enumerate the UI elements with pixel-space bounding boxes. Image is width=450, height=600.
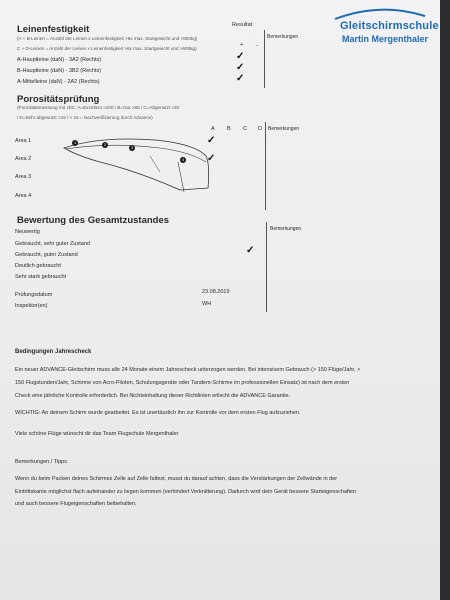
tipps-title: Bemerkungen / Tipps xyxy=(15,459,67,465)
leinen-resultat-label: Resultat xyxy=(232,22,253,28)
leinen-bemerkungen-label: Bemerkungen xyxy=(267,34,299,40)
leinen-note-1: (A + B-Leinen = Anzahl der Leinen x Leinenfestigkeit >8x max. Startgewicht und >800kg) xyxy=(17,36,198,41)
poro-col-b: B xyxy=(227,126,231,132)
checkmark-icon: ✓ xyxy=(236,62,245,73)
bewertung-row-label: Gebraucht, guter Zustand xyxy=(15,252,78,258)
logo-title: Gleitschirmschule xyxy=(340,20,439,32)
leinen-row-label: A-Mittelleine (daN) - 2A2 (Rechts) xyxy=(17,79,100,85)
poro-col-a: A xyxy=(211,126,215,132)
poro-area-label: Area 1 xyxy=(15,138,32,144)
checkmark-icon: ✓ xyxy=(236,73,245,84)
poro-area-label: Area 3 xyxy=(15,174,32,180)
logo-subtitle: Martin Mergenthaler xyxy=(342,34,429,44)
bedingungen-paragraph-line: 150 Flugstunden/Jahr, Schirme von Acro-Piloten, Schulungsgeräte oder Tandem-Schirme im professionellen Einsatz) ist nach dem ersten xyxy=(15,380,350,386)
poro-divider xyxy=(265,122,266,210)
poro-col-d: D xyxy=(258,126,262,132)
checkmark-icon: ✓ xyxy=(246,245,255,256)
bewertung-row-label: Sehr stark gebraucht xyxy=(15,274,67,280)
checkmark-icon: ✓ xyxy=(207,135,216,146)
point-label: 2 xyxy=(104,142,107,147)
bedingungen-paragraph-line: Ein neuer ADVANCE-Gleitschirm muss alle 24 Monate einem Jahrescheck unterzogen werden. Bei intensivem Gebrauch (> 150 Flüge/Jahr, > xyxy=(15,367,361,373)
pruefungsdatum-label: Prüfungsdatum xyxy=(15,292,53,298)
poro-note-2: / D=Sehr abgenutzt >15 / < 15 = Nachverifizierung durch Advance) xyxy=(17,115,153,120)
leinen-row-label: B-Hauptleine (daN) - 3B2 (Rechts) xyxy=(17,68,102,74)
tipps-paragraph-line: und auch bessere Flugeigenschaften beibehalten. xyxy=(15,501,137,507)
checkmark-icon: ✓ xyxy=(207,153,216,164)
bedingungen-title: Bedingungen Jahrescheck xyxy=(15,349,92,355)
bewertung-row-label: Gebraucht, sehr guter Zustand xyxy=(15,241,90,247)
inspektor-value: WH xyxy=(202,301,212,307)
point-label: 4 xyxy=(182,157,185,162)
leinen-title: Leinenfestigkeit xyxy=(17,24,90,35)
poro-area-label: Area 2 xyxy=(15,156,32,162)
wing-profile-diagram xyxy=(60,132,210,207)
bewertung-title: Bewertung des Gesamtzustandes xyxy=(17,215,170,226)
poro-bemerkungen-label: Bemerkungen xyxy=(268,126,300,132)
leinen-plus: + xyxy=(240,42,244,48)
tipps-paragraph-line: Wenn du beim Packen deines Schirmes Zelle auf Zelle faltest, musst du darauf achten, dass die Verstärkungen der Zellwände in der xyxy=(15,476,338,482)
tipps-paragraph-line: Eintrittskante möglichst flach aufeinander zu liegen kommen (verhindert Verknitterung). Dadurch wird dein Gerät bessere Starteigenschaften xyxy=(15,489,357,495)
point-label: 1 xyxy=(74,140,77,145)
team-greeting: Viele schöne Flüge wünscht dir das Team Flugschule Mergenthaler xyxy=(15,431,179,437)
inspektor-label: Inspektor(en) xyxy=(15,303,48,309)
poro-col-c: C xyxy=(243,126,247,132)
bewertung-row-label: Neuwertig xyxy=(15,229,40,235)
wichtig-note: WICHTIG: An deinem Schirm wurde gearbeitet. Es ist unerlässlich ihn zur Kontrolle vor dem ersten Flug aufzuziehen. xyxy=(15,410,301,416)
poro-note-1: (Porositätsmessung mit JDC: A=Exzellent >200 / B=Gut >80 / C=Abgenutzt >30 xyxy=(17,105,180,110)
poro-title: Porositätsprüfung xyxy=(17,94,100,105)
leinen-note-2: C + D-Leinen = Anzahl der Leinen x Leinenfestigkeit >6x max. Startgewicht und >600kg) xyxy=(17,46,197,51)
bewertung-bemerkungen-label: Bemerkungen xyxy=(270,226,302,232)
poro-area-label: Area 4 xyxy=(15,193,32,199)
leinen-divider xyxy=(264,30,265,88)
bewertung-row-label: Deutlich gebraucht xyxy=(15,263,61,269)
leinen-minus: - xyxy=(256,43,258,49)
point-label: 3 xyxy=(131,145,134,150)
bedingungen-paragraph-line: Check eine jährliche Kontrolle erforderlich. Bei Nichteinhaltung dieser Richtlinien erlischt die ADVANCE Garantie. xyxy=(15,393,291,399)
bewertung-divider xyxy=(266,222,267,312)
leinen-row-label: A-Hauptleine (daN) - 3A2 (Rechts) xyxy=(17,57,102,63)
checkmark-icon: ✓ xyxy=(236,51,245,62)
pruefungsdatum-value: 23.08.2019 xyxy=(202,289,230,295)
